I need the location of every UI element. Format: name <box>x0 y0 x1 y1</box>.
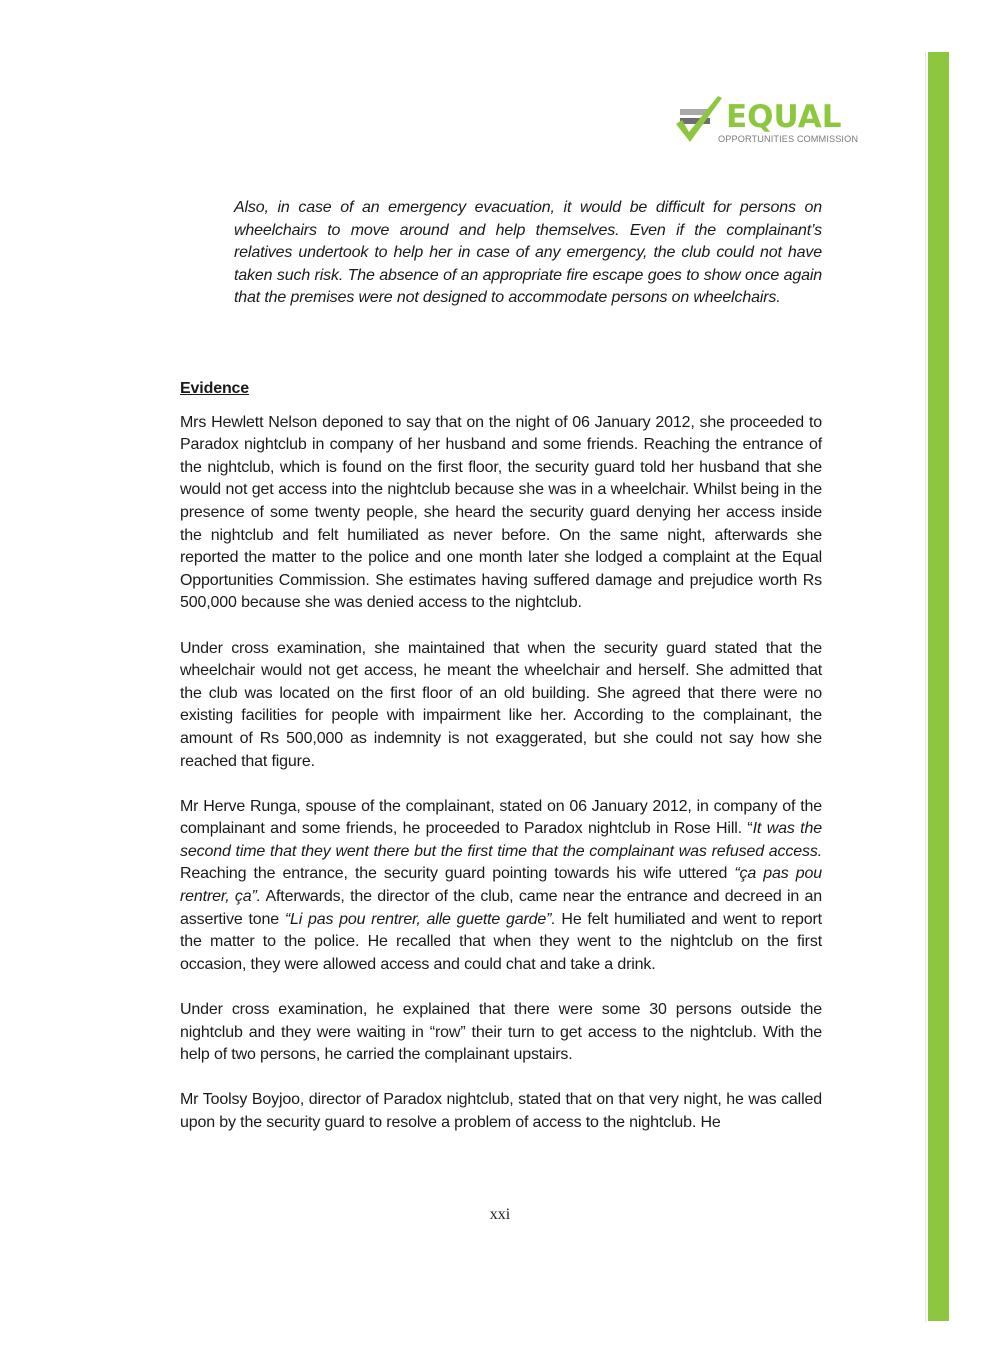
logo-subtitle: OPPORTUNITIES COMMISSION <box>718 134 859 144</box>
text-segment: He felt humiliated and went to report the matter to the police. He recalled that when they went to the nightclub on the first occasion, they were allowed access and could chat and take a drink. <box>180 910 822 973</box>
text-segment: Mr Herve Runga, spouse of the complainant, stated on 06 January 2012, in company of the complainant and some friends, he proceeded to Paradox nightclub in Rose Hill. “ <box>180 797 822 838</box>
text-segment: Afterwards, the director of the club, came near the entrance and decreed in an assertive tone <box>180 888 822 928</box>
evidence-section <box>180 378 822 1157</box>
italic-quote: “Li pas pou rentrer, alle guette garde”. <box>284 910 556 928</box>
text-segment: Reaching the entrance, the security guard pointing towards his wife uttered <box>180 865 735 883</box>
italic-quote: It was the second time that they went there but the first time that the complainant was refused access. <box>180 820 822 860</box>
paragraph-spouse-cross-exam: Under cross examination, he explained that there were some 30 persons outside the nightclub and they were waiting in “row” their turn to get access to the nightclub. With the help of two persons, he carried the complainant upstairs. <box>180 1001 822 1064</box>
side-rule <box>925 52 926 1322</box>
logo-wordmark: EQUAL <box>726 99 842 135</box>
section-heading: Evidence <box>180 380 250 397</box>
eoc-logo <box>674 94 859 150</box>
paragraph-complainant-cross-exam: Under cross examination, she maintained that when the security guard stated that the wheelchair would not get access, he meant the wheelchair and herself. She admitted that the club was located on the first floor of an old building. She agreed that there were no existing facilities for people with impairment like her. According to the complainant, the amount of Rs 500,000 as indemnity is not exaggerated, but she could not say how she reached that figure. <box>180 639 822 770</box>
green-accent-bar <box>928 52 949 1321</box>
page-number: xxi <box>489 1206 511 1223</box>
paragraph-spouse-testimony <box>180 796 822 977</box>
paragraph-director-testimony: Mr Toolsy Boyjoo, director of Paradox nightclub, stated that on that very night, he was called upon by the security guard to resolve a problem of access to the nightclub. He <box>180 1091 822 1131</box>
italic-quote: “ça pas pou rentrer, ça”. <box>180 865 822 906</box>
paragraph-complainant-testimony: Mrs Hewlett Nelson deponed to say that on the night of 06 January 2012, she proceeded to Paradox nightclub in company of her husband and some friends. Reaching the entrance of the nightclub, which is found on the first floor, the security guard told her husband that she would not get access into the nightclub because she was in a wheelchair. Whilst being in the presence of some twenty people, she heard the security guard denying her access inside the nightclub and felt humiliated as never before. On the same night, afterwards she reported the matter to the police and one month later she lodged a complaint at the Equal Opportunities Commission. She estimates having suffered damage and prejudice worth Rs 500,000 because she was denied access to the nightclub. <box>180 413 822 612</box>
quoted-excerpt: Also, in case of an emergency evacuation, it would be difficult for persons on wheelchairs to move around and help themselves. Even if the complainant’s relatives undertook to help her in case of any emergency, the club could not have taken such risk. The absence of an appropriate fire escape goes to show once again that the premises were not designed to accommodate persons on wheelchairs. <box>234 199 822 307</box>
